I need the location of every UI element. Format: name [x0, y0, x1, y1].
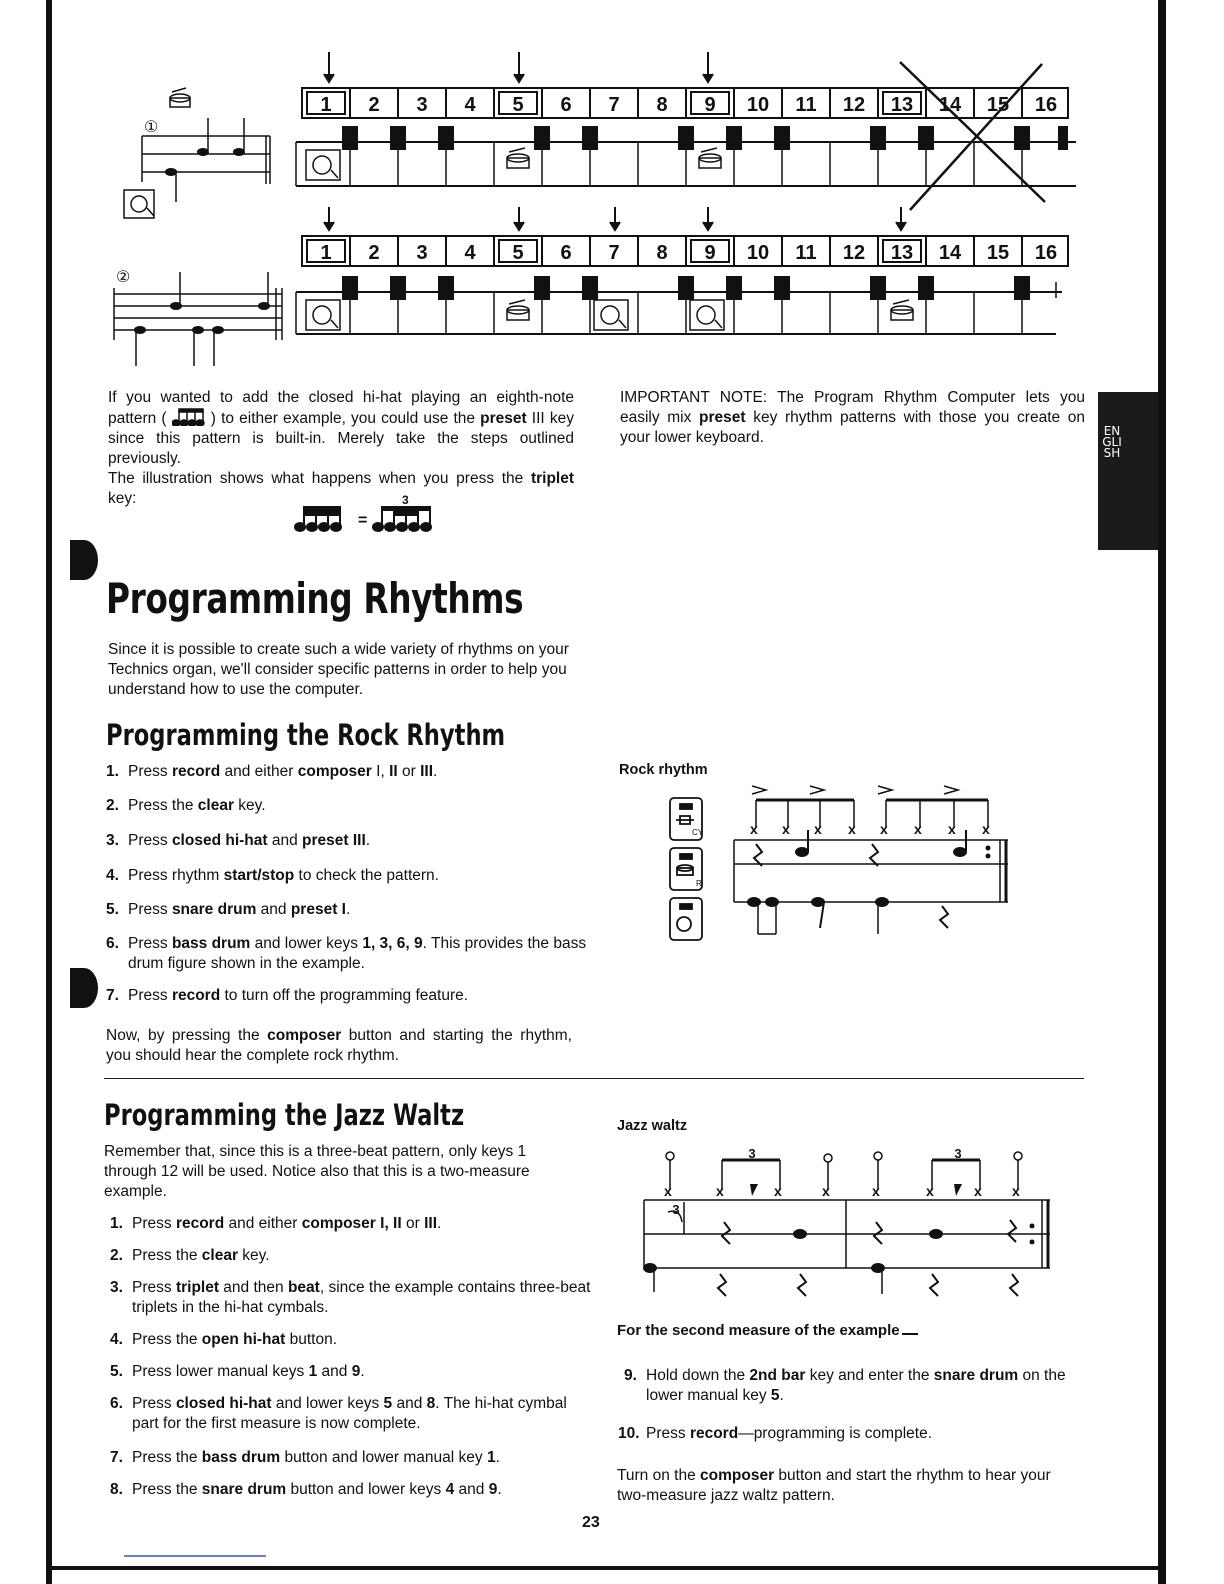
step-number: 15: [986, 94, 1010, 116]
page-right-border: [1158, 0, 1166, 1584]
list-item: 6. Press bass drum and lower keys 1, 3, 6, 9. This provides the bass drum figure shown in the example.: [106, 935, 587, 972]
page-left-border: [46, 0, 52, 1584]
step-number: 2: [368, 94, 380, 116]
snare-drum-icon: [170, 88, 190, 107]
list-item: 2. Press the clear key.: [110, 1247, 270, 1264]
bass-drum-icon: [306, 300, 340, 330]
arrow-icon: [324, 207, 334, 230]
step-number: 14: [938, 242, 962, 264]
list-item: 9. Hold down the 2nd bar key and enter the snare drum on the lower manual key 5.: [624, 1367, 1066, 1404]
second-measure-heading: For the second measure of the example: [617, 1322, 918, 1339]
svg-text:x: x: [848, 821, 856, 837]
keyboard-row-2: [296, 276, 1062, 334]
arrow-icon: [514, 52, 524, 82]
step-row-2: [302, 236, 1068, 266]
important-note-text: key rhythm patterns with those you create on your lower keyboard.: [620, 409, 1086, 446]
step-number: 6: [560, 94, 572, 116]
svg-text:x: x: [750, 821, 758, 837]
list-item: 4. Press the open hi-hat button.: [110, 1331, 338, 1348]
jazz-figure-label: Jazz waltz: [617, 1118, 688, 1134]
svg-text:x: x: [814, 821, 822, 837]
rock-figure-label: Rock rhythm: [619, 762, 708, 778]
eighth-notes-icon: [172, 408, 206, 426]
intro-text: III key since this pattern is built-in. Merely take the steps outlined previously.: [108, 410, 574, 467]
step-number: 3: [416, 242, 428, 264]
snare-drum-icon: [891, 300, 913, 320]
keyboard-row-1: [296, 62, 1076, 210]
binding-hole: [70, 540, 98, 580]
step-number: 7: [608, 242, 620, 264]
scan-stripe: [124, 1555, 266, 1557]
step-number: 12: [842, 242, 866, 264]
svg-text:x: x: [774, 1183, 782, 1199]
triplet-mark: 3: [748, 1146, 756, 1161]
language-tab: [1098, 392, 1158, 550]
svg-text:x: x: [974, 1183, 982, 1199]
svg-text:x: x: [1012, 1183, 1020, 1199]
jazz-closing: Turn on the composer button and start the rhythm to hear your two-measure jazz waltz pattern.: [617, 1467, 1051, 1504]
arrow-icon: [610, 207, 620, 230]
snare-drum-icon: [507, 148, 529, 168]
rock-title: Programming the Rock Rhythm: [106, 718, 506, 752]
triplet-mark: 3: [402, 493, 409, 507]
arrow-icon: [896, 207, 906, 230]
list-item: 7. Press the bass drum button and lower manual key 1.: [110, 1449, 500, 1466]
step-number: 5: [512, 242, 524, 264]
list-item: 3. Press triplet and then beat, since the example contains three-beat triplets in the hi-hat cymbals.: [110, 1279, 591, 1316]
svg-text:x: x: [926, 1183, 934, 1199]
step-number: 12: [842, 94, 866, 116]
pattern-2-label: ②: [116, 269, 131, 286]
jazz-title: Programming the Jazz Waltz: [104, 1098, 465, 1132]
step-number: 8: [656, 242, 668, 264]
step-number: 1: [320, 242, 332, 264]
step-number: 4: [464, 94, 476, 116]
step-number: 13: [890, 242, 914, 264]
step-number: 13: [890, 94, 914, 116]
bass-drum-button-icon: [670, 898, 702, 940]
notation-example-2: [114, 269, 282, 366]
rock-rhythm-notation: [668, 782, 1013, 952]
intro-text: key:: [108, 490, 137, 507]
jazz-waltz-notation: [640, 1142, 1060, 1314]
list-item: 4. Press rhythm start/stop to check the pattern.: [106, 867, 439, 884]
arrow-icon: [514, 207, 524, 230]
svg-text:x: x: [982, 821, 990, 837]
ride-label: R: [696, 879, 702, 888]
triplet-illustration: [292, 492, 442, 534]
step-grid-diagram: [110, 50, 1080, 380]
snare-drum-icon: [507, 300, 529, 320]
step-number: 4: [464, 242, 476, 264]
section-divider: [104, 1078, 1084, 1079]
step-number: 1: [320, 94, 332, 116]
step-number: 16: [1034, 242, 1058, 264]
pattern-1-label: ①: [144, 119, 159, 136]
intro-paragraph: [108, 388, 574, 509]
step-number: 8: [656, 94, 668, 116]
section-intro: Since it is possible to create such a wide variety of rhythms on your Technics organ, we'll consider specific patterns in order to help you understand how to use the computer.: [108, 641, 569, 698]
step-number: 5: [512, 94, 524, 116]
svg-text:x: x: [948, 821, 956, 837]
list-item: 5. Press snare drum and preset I.: [106, 901, 351, 918]
important-note: [620, 388, 1085, 448]
arrow-icon: [703, 52, 713, 82]
arrow-icon: [324, 52, 334, 82]
language-tab-label: ENGLISH: [1102, 424, 1122, 460]
svg-text:x: x: [872, 1183, 880, 1199]
preset-term: preset: [480, 410, 527, 427]
list-item: 2. Press the clear key.: [106, 797, 266, 814]
step-number: 2: [368, 242, 380, 264]
bass-drum-icon: [594, 300, 628, 330]
list-item: 1. Press record and either composer I, II or III.: [110, 1215, 442, 1232]
step-number: 16: [1034, 94, 1058, 116]
svg-text:x: x: [716, 1183, 724, 1199]
intro-text: The illustration shows what happens when you press the: [108, 470, 524, 487]
bass-drum-icon: [124, 190, 154, 218]
svg-text:x: x: [822, 1183, 830, 1199]
notation-example-1: [124, 88, 270, 218]
important-note-text: IMPORTANT NOTE: The Program Rhythm Computer lets you easily mix: [620, 389, 1085, 426]
section-title: Programming Rhythms: [106, 574, 524, 623]
step-number: 11: [795, 94, 817, 116]
intro-text: ) to either example, you could use the: [210, 410, 476, 427]
svg-text:x: x: [914, 821, 922, 837]
list-item: 10. Press record—programming is complete.: [618, 1425, 933, 1442]
list-item: 3. Press closed hi-hat and preset III.: [106, 832, 371, 849]
step-number: 9: [704, 94, 716, 116]
list-item: 5. Press lower manual keys 1 and 9.: [110, 1363, 365, 1380]
page-bottom-border: [46, 1566, 1166, 1570]
step-number: 3: [416, 94, 428, 116]
list-item: 8. Press the snare drum button and lower keys 4 and 9.: [110, 1481, 502, 1498]
step-number: 7: [608, 94, 620, 116]
step-number: 15: [986, 242, 1010, 264]
triplet-mark: 3: [672, 1202, 680, 1217]
equals-sign: =: [358, 512, 368, 529]
triplet-term: triplet: [530, 470, 574, 487]
rock-closing: Now, by pressing the composer button and starting the rhythm, you should hear the complete rock rhythm.: [106, 1027, 572, 1064]
step-number: 9: [704, 242, 716, 264]
triplet-mark: 3: [954, 1146, 962, 1161]
arrow-icon: [703, 207, 713, 230]
step-number: 10: [746, 94, 770, 116]
list-item: 1. Press record and either composer I, II or III.: [106, 763, 438, 780]
step-number: 6: [560, 242, 572, 264]
snare-drum-icon: [699, 148, 721, 168]
bass-drum-icon: [306, 150, 340, 180]
list-item: 7. Press record to turn off the programming feature.: [106, 987, 469, 1004]
page-number: 23: [582, 1514, 600, 1531]
list-item: 6. Press closed hi-hat and lower keys 5 and 8. The hi-hat cymbal part for the first measure is now complete.: [110, 1395, 567, 1432]
cymbal-label: CY: [692, 828, 704, 837]
preset-term: preset: [699, 409, 746, 426]
jazz-intro: Remember that, since this is a three-beat pattern, only keys 1 through 12 will be used. Notice also that this is a two-measure example.: [104, 1143, 530, 1200]
binding-hole: [70, 968, 98, 1008]
step-number: 14: [938, 94, 962, 116]
intro-text: If you wanted to add the closed hi-hat playing an eighth-note pattern (: [108, 389, 574, 427]
svg-text:x: x: [782, 821, 790, 837]
step-number: 11: [795, 242, 817, 264]
step-number: 10: [746, 242, 770, 264]
svg-text:x: x: [664, 1183, 672, 1199]
bass-drum-icon: [690, 300, 724, 330]
svg-text:x: x: [880, 821, 888, 837]
